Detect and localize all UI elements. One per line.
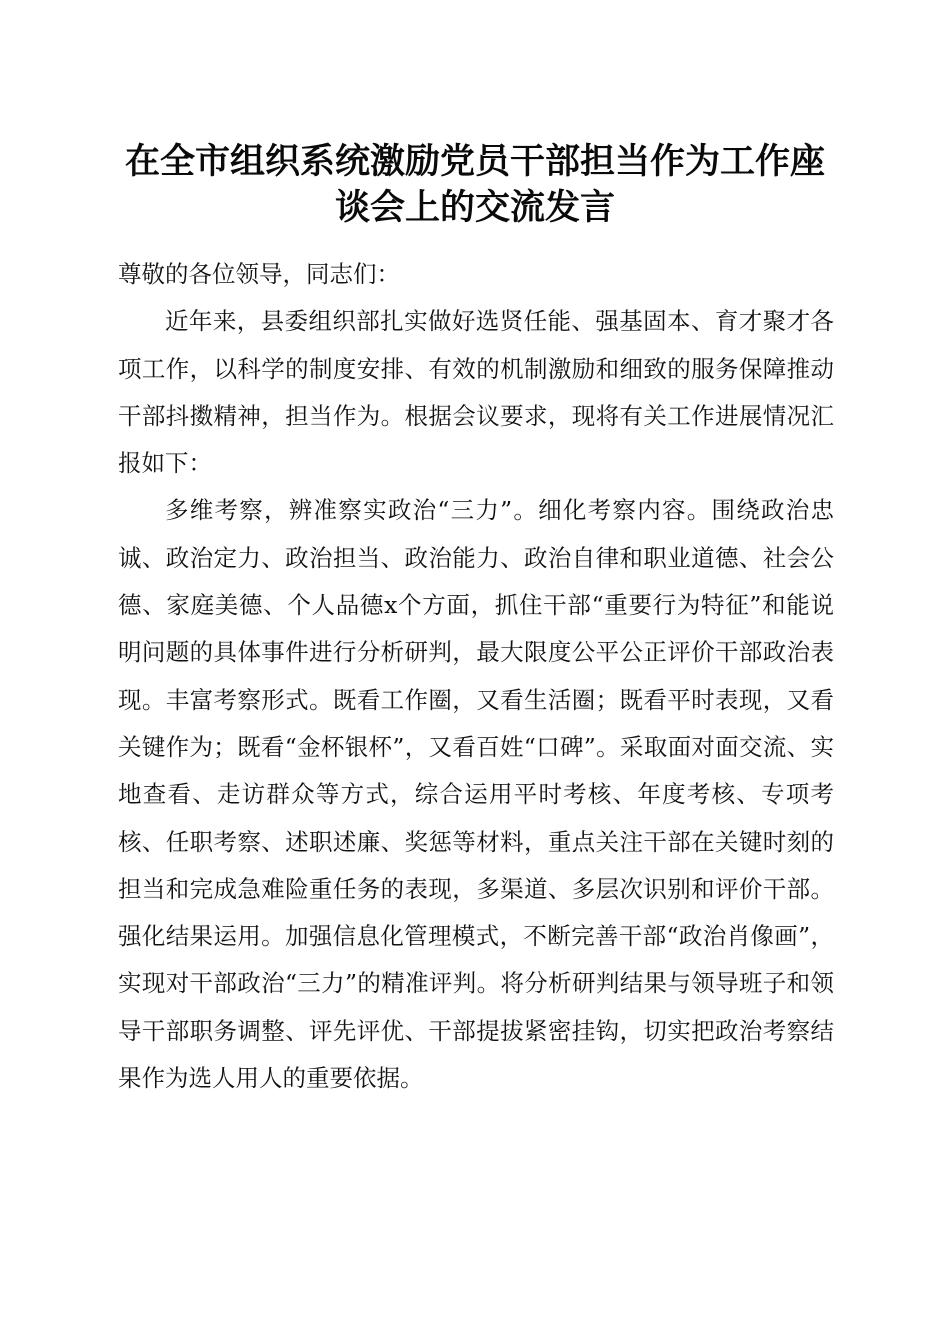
paragraph-intro: 近年来，县委组织部扎实做好选贤任能、强基固本、育才聚才各项工作，以科学的制度安排、有效的机制激励和细致的服务保障推动干部抖擞精神，担当作为。根据会议要求，现将有关工作进展情况汇报如下： [118,307,834,478]
document-title-line-1: 在全市组织系统激励党员干部担当作为工作座 [124,141,825,182]
salutation: 尊敬的各位领导，同志们： [118,260,400,288]
paragraph-political-assessment: 多维考察，辨准察实政治“三力”。细化考察内容。围绕政治忠诚、政治定力、政治担当、政治能力、政治自律和职业道德、社会公德、家庭美德、个人品德x个方面，抓住干部“重要行为特征”和能说明问题的具体事件进行分析研判，最大限度公平公正评价干部政治表现。丰富考察形式。既看工作圈，又看生活圈；既看平时表现，又看关键作为；既看“金杯银杯”，又看百姓“口碑”。采取面对面交流、实地查看、走访群众等方式，综合运用平时考核、年度考核、专项考核、任职考察、述职述廉、奖惩等材料，重点关注干部在关键时刻的担当和完成急难险重任务的表现，多渠道、多层次识别和评价干部。强化结果运用。加强信息化管理模式，不断完善干部“政治肖像画”，实现对干部政治“三力”的精准评判。将分析研判结果与领导班子和领导干部职务调整、评先评优、干部提拔紧密挂钩，切实把政治考察结果作为选人用人的重要依据。 [118,496,834,1093]
document-body [118,251,834,1102]
document-title-line-2: 谈会上的交流发言 [334,187,615,228]
